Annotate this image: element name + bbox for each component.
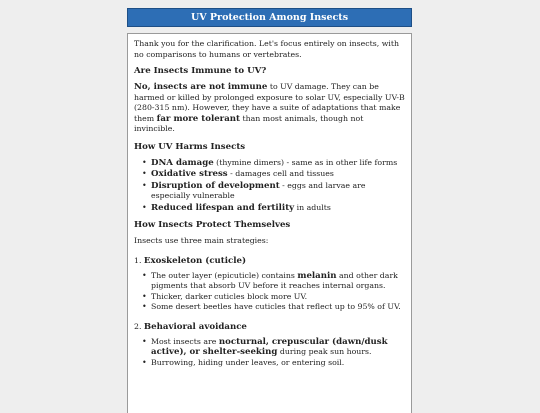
bullet-icon: • [142,169,147,178]
item-text: Burrowing, hiding under leaves, or entering soil. [151,357,345,367]
strategy-heading-behavioral [134,321,405,333]
item-text-end: during peak sun hours. [277,347,372,356]
harm-term: Reduced lifespan and fertility [151,202,295,213]
bullet-icon: • [142,157,147,167]
harm-detail: - eggs and larvae are especially vulnerable [151,180,366,200]
immune-bold-lead: No, insects are not immune [134,82,268,92]
item-text: Most insects are [151,336,219,346]
harm-detail: in adults [294,202,331,212]
bullet-icon: • [142,336,147,346]
harm-detail: (thymine dimers) - same as in other life forms [213,157,398,167]
list-item [142,202,405,214]
bullet-icon: • [142,291,147,301]
bullet-icon: • [142,202,147,212]
strategy-title: Behavioral avoidance [143,321,247,332]
harms-list [134,158,405,214]
harm-term: Disruption of development [151,180,280,191]
bullet-icon: • [142,180,147,190]
strategy-number: 2. [134,321,144,331]
list-item [142,157,405,169]
exoskeleton-list [134,271,405,313]
intro-paragraph: Thank you for the clarification. Let's focus entirely on insects, with no comparisons to humans or vertebrates. [134,39,400,59]
bullet-icon: • [142,357,147,367]
immune-text-b: than most animals, though not invincible. [134,113,364,133]
strategy-number: 1. [134,255,144,265]
harm-detail: - damages cell and tissues [227,169,334,178]
behavioral-list [134,337,405,369]
item-text-end: and other dark pigments that absorb UV before it reaches internal organs. [151,270,398,290]
list-item [142,291,405,303]
harm-term: Oxidative stress [151,169,228,179]
list-item [142,180,405,202]
harm-term: DNA damage [151,157,214,168]
page-container [127,8,412,413]
list-item [142,357,405,369]
item-text: Some desert beetles have cuticles that reflect up to 95% of UV. [151,302,401,311]
list-item [142,169,405,180]
document-body [127,33,412,413]
item-text: Thicker, darker cuticles block more UV. [151,291,308,301]
list-item [142,336,405,358]
section-heading-protect: How Insects Protect Themselves [134,220,291,230]
item-text: The outer layer (epicuticle) contains [151,270,298,280]
immune-text-a: to UV damage. They can be harmed or killed by prolonged exposure to solar UV, especially UV-B (280-315 nm). However, they have a suite of adaptations that make them [134,82,405,123]
list-item [142,270,405,292]
strategy-title: Exoskeleton (cuticle) [143,255,247,266]
strategy-heading-exoskeleton [134,255,405,267]
strategies-intro: Insects use three main strategies: [134,236,269,245]
bullet-icon: • [142,302,147,311]
section-heading-immune: Are Insects Immune to UV? [134,66,267,76]
bullet-icon: • [142,270,147,280]
page-title: UV Protection Among Insects [127,8,412,27]
immune-bold-mid: far more tolerant [156,113,241,124]
immune-paragraph [134,82,405,135]
list-item [142,302,405,313]
item-bold: nocturnal, crepuscular (dawn/dusk active), or shelter-seeking [151,336,388,357]
item-bold: melanin [297,270,337,281]
section-heading-harms: How UV Harms Insects [134,141,246,152]
